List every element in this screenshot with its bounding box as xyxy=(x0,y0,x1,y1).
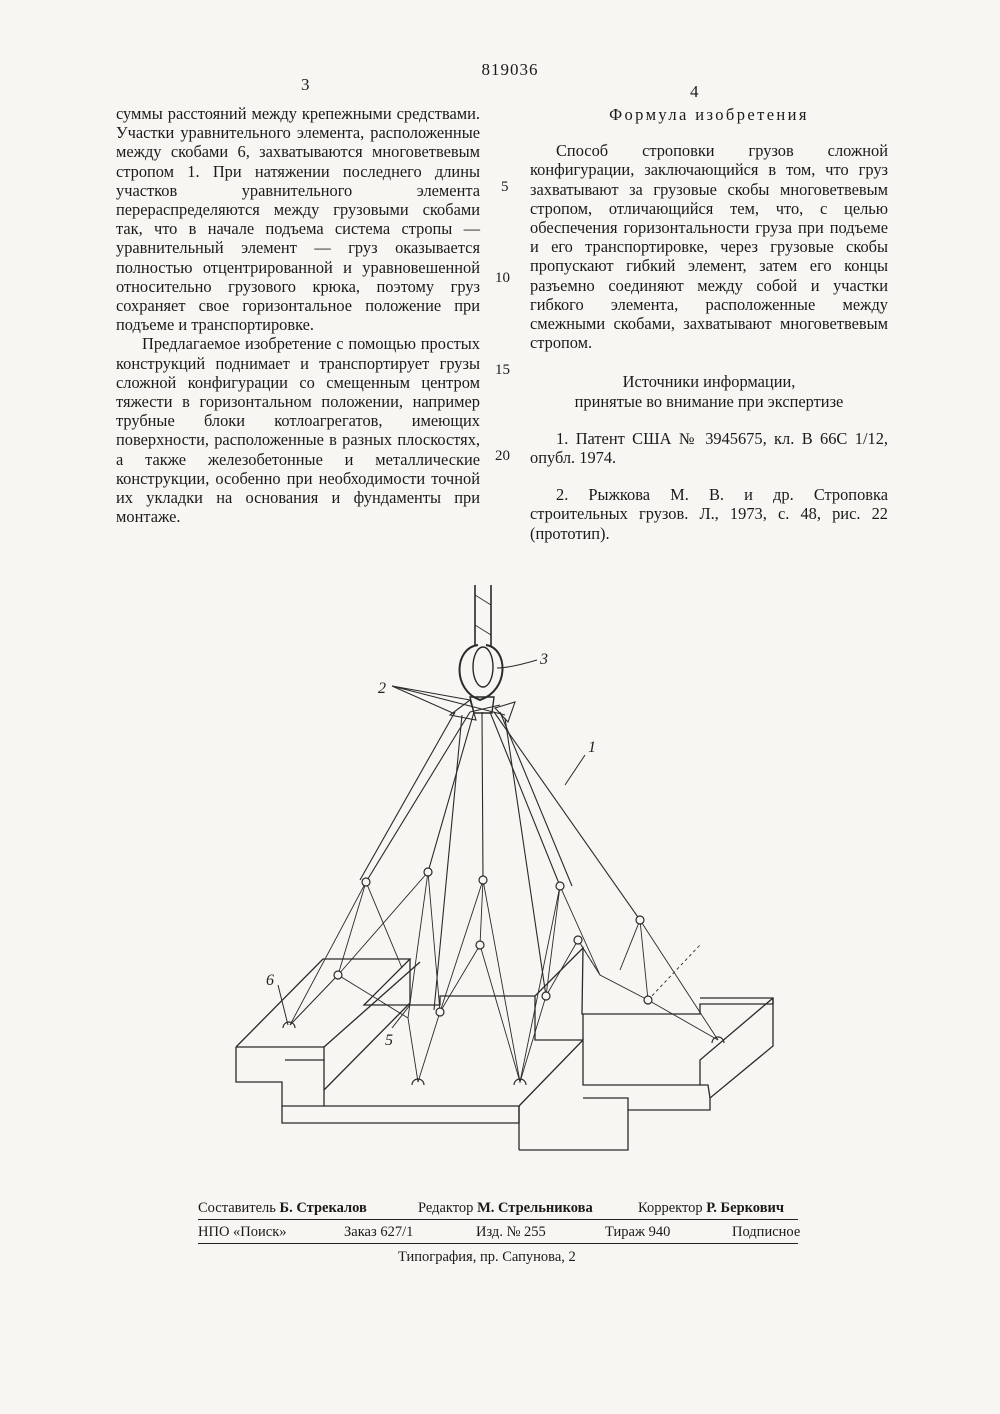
source-1: 1. Патент США № 3945675, кл. В 66С 1/12, опубл. 1974. xyxy=(530,428,888,468)
flexible-element xyxy=(290,872,718,1082)
right-column-number: 4 xyxy=(690,82,699,101)
label-3: 3 xyxy=(540,651,548,668)
claim-text: Способ строповки грузов сложной конфигурации, заключающийся в том, что груз захватывают за грузовые скобы многоветвевым стропом, отличающийся тем, что, с целью обеспечения горизонтальности груза при подъеме и его транспортировке, через грузовые скобы пропускают гибкий элемент, затем его концы разъемно соединяют между собой и участки гибкого элемента, расположенные между смежными скобами, захватывают многоветвевым стропом. xyxy=(530,141,888,353)
source-2: 2. Рыжкова М. В. и др. Строповка строительных грузов. Л., 1973, с. 48, рис. 22 (прототип). xyxy=(530,485,888,543)
editor-label: Редактор xyxy=(418,1200,474,1216)
line-number-15: 15 xyxy=(495,362,510,378)
left-column-number: 3 xyxy=(301,75,310,94)
claims-heading: Формула изобретения xyxy=(609,105,809,124)
sling-branches xyxy=(360,700,640,1010)
crane-hook xyxy=(460,585,503,713)
compiler-label: Составитель xyxy=(198,1200,276,1216)
left-paragraph-1: суммы расстояний между крепежными средствами. Участки уравнительного элемента, расположенные между скобами 6, захватываются многоветвевым стропом 1. При натяжении последнего длины участков уравнительного элемента перераспределяются между грузовыми скобами так, что в начале подъема система стропы — уравнительный элемент — груз оказывается полностью отцентрированной и уравновешенной относительно грузового крюка, поэтому груз сохраняет свое горизонтальное положение при подъеме и транспортировке. xyxy=(116,104,480,335)
clamps xyxy=(283,868,724,1085)
label-1: 1 xyxy=(588,739,596,756)
editor-name: М. Стрельникова xyxy=(477,1200,593,1216)
left-paragraph-2: Предлагаемое изобретение с помощью простых конструкций поднимает и транспортирует грузы сложной конфигурации со смещенным центром тяжести в горизонтальном положении, например трубные блоки котлоагрегатов, имеющих поверхности, расположенные в разных плоскостях, а также железобетонные и металлические конструкции, особенно при необходимости точной их укладки на основания и фундаменты при монтаже. xyxy=(116,334,480,527)
label-5: 5 xyxy=(385,1032,393,1049)
printer: Типография, пр. Сапунова, 2 xyxy=(398,1249,576,1265)
label-leaders xyxy=(278,660,585,1028)
patent-number: 819036 xyxy=(481,60,539,79)
load-block xyxy=(236,948,773,1150)
compiler-name: Б. Стрекалов xyxy=(279,1200,367,1216)
corrector-name: Р. Беркович xyxy=(706,1200,785,1216)
org: НПО «Поиск» xyxy=(198,1224,287,1240)
label-6: 6 xyxy=(266,972,274,989)
corrector-label: Корректор xyxy=(638,1200,703,1216)
line-number-5: 5 xyxy=(501,179,509,195)
line-number-10: 10 xyxy=(495,270,510,286)
print-run: Тираж 940 xyxy=(605,1224,671,1240)
edition: Изд. № 255 xyxy=(476,1224,546,1240)
order: Заказ 627/1 xyxy=(344,1224,414,1240)
label-2: 2 xyxy=(378,680,386,697)
sources-heading-1: Источники информации, xyxy=(622,372,796,392)
line-number-20: 20 xyxy=(495,448,510,464)
sources-heading-2: принятые во внимание при экспертизе xyxy=(574,391,844,411)
subscription: Подписное xyxy=(732,1224,801,1240)
